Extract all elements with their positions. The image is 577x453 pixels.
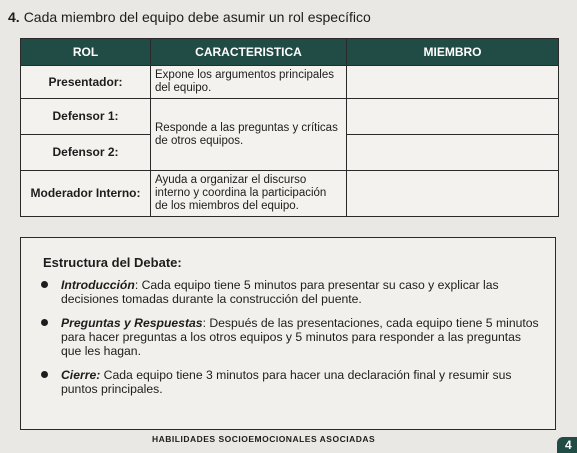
footer-section-title: HABILIDADES SOCIOEMOCIONALES ASOCIADAS [152,434,376,444]
instruction-text: Cada miembro del equipo debe asumir un rol específico [23,9,371,25]
header-rol: ROL [21,39,151,66]
list-item [41,368,541,396]
roles-table [20,38,559,217]
member-moderador-interno[interactable] [347,171,559,217]
table-row [21,99,559,135]
role-moderador-interno: Moderador Interno: [21,171,151,217]
desc-moderador-interno: Ayuda a organizar el discurso interno y coordina la participación de los miembros del equipo. [151,171,347,217]
table-row [21,66,559,99]
desc-presentador: Expone los argumentos principales del equipo. [151,66,347,99]
member-defensor-1[interactable] [347,99,559,135]
item-term: Introducción [61,278,135,292]
member-defensor-2[interactable] [347,135,559,171]
bullet-icon [41,319,48,326]
role-defensor-2: Defensor 2: [21,135,151,171]
item-text: : Después de las presentaciones, cada equipo tiene 5 minutos para hacer preguntas a los otros equipos y 5 minutos para responder a las preguntas que les hagan. [61,316,539,358]
page-number: 4 [565,438,572,452]
table-header-row [21,39,559,66]
table-row [21,171,559,217]
debate-title: Estructura del Debate: [43,255,182,270]
list-item [41,278,541,306]
debate-list [41,278,541,406]
role-defensor-1: Defensor 1: [21,99,151,135]
role-presentador: Presentador: [21,66,151,99]
header-miembro: MIEMBRO [347,39,559,66]
desc-defensores: Responde a las preguntas y críticas de otros equipos. [151,99,347,171]
list-item [41,316,541,358]
bullet-icon [41,371,48,378]
item-term: Cierre: [61,368,101,382]
header-caracteristica: CARACTERISTICA [151,39,347,66]
debate-structure-box [20,237,556,430]
item-text: Cada equipo tiene 3 minutos para hacer una declaración final y resumir sus puntos principales. [61,368,512,396]
instruction [8,9,371,25]
member-presentador[interactable] [347,66,559,99]
item-term: Preguntas y Respuestas [61,316,203,330]
item-text: : Cada equipo tiene 5 minutos para presentar su caso y explicar las decisiones tomadas durante la construcción del puente. [61,278,499,306]
bullet-icon [41,281,48,288]
instruction-number: 4. [8,9,20,25]
